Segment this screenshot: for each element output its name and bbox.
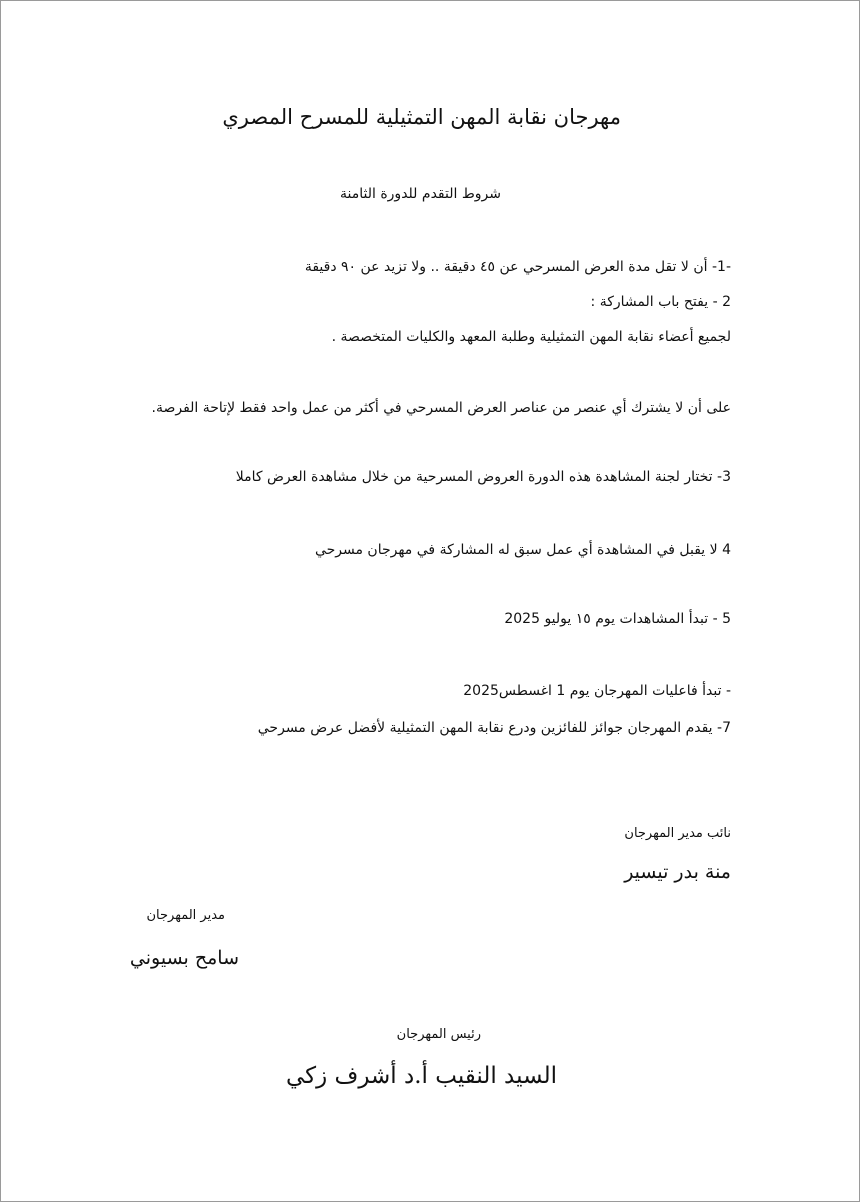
condition-item-3: 3- تختار لجنة المشاهدة هذه الدورة العروض المسرحية من خلال مشاهدة العرض كاملا	[235, 469, 731, 485]
deputy-director-name: منة بدر تيسير	[624, 861, 731, 883]
director-label: مدير المهرجان	[146, 908, 225, 923]
condition-item-4: 4 لا يقبل في المشاهدة أي عمل سبق له المشاركة في مهرجان مسرحي	[314, 542, 731, 558]
condition-item-2-note: على أن لا يشترك أي عنصر من عناصر العرض المسرحي في أكثر من عمل واحد فقط لإتاحة الفرصة.	[151, 400, 731, 416]
condition-item-7: 7- يقدم المهرجان جوائز للفائزين ودرع نقابة المهن التمثيلية لأفضل عرض مسرحي	[257, 720, 731, 736]
president-label: رئيس المهرجان	[396, 1027, 481, 1042]
condition-item-2: 2 - يفتح باب المشاركة :	[590, 294, 731, 310]
condition-item-2-detail: لجميع أعضاء نقابة المهن التمثيلية وطلبة المعهد والكليات المتخصصة .	[331, 329, 731, 345]
director-name: سامح بسيوني	[129, 947, 239, 969]
document-title: مهرجان نقابة المهن التمثيلية للمسرح المصري	[222, 105, 621, 129]
president-name: السيد النقيب أ.د أشرف زكي	[285, 1063, 557, 1089]
document-subtitle: شروط التقدم للدورة الثامنة	[340, 186, 501, 202]
condition-item-1: -1- أن لا تقل مدة العرض المسرحي عن ٤٥ دقيقة .. ولا تزيد عن ٩٠ دقيقة	[304, 259, 731, 275]
deputy-director-label: نائب مدير المهرجان	[624, 826, 731, 841]
condition-item-6: - تبدأ فاعليات المهرجان يوم 1 اغسطس2025	[463, 683, 731, 699]
condition-item-5: 5 - تبدأ المشاهدات يوم ١٥ يوليو 2025	[504, 611, 731, 627]
